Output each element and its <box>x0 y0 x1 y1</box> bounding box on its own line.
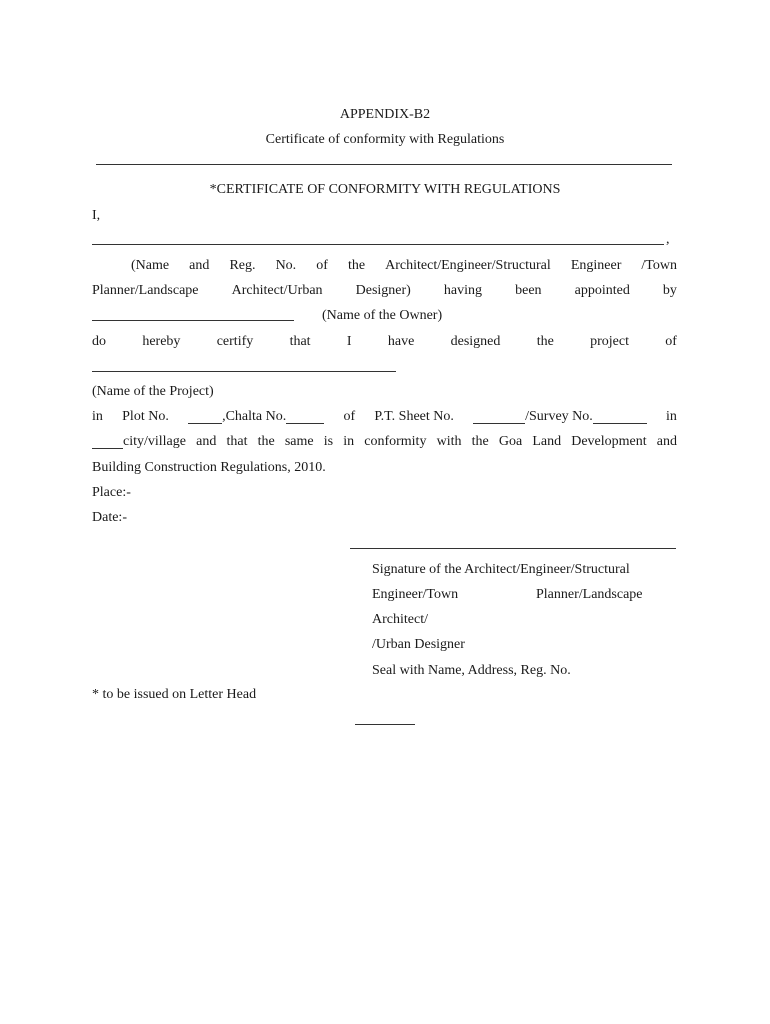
signature-line2-left: Engineer/Town <box>372 587 459 602</box>
architect-name-blank <box>92 244 664 245</box>
plot-no-label: Plot No. <box>122 409 169 424</box>
word: have <box>387 334 415 349</box>
footnote: * to be issued on Letter Head <box>92 687 257 702</box>
word: I <box>346 334 352 349</box>
line1-comma: , <box>666 232 670 247</box>
project-name-blank <box>92 371 396 372</box>
chalta-no-blank <box>286 411 324 424</box>
word: (Name <box>131 258 170 273</box>
chalta-label: ,Chalta No. <box>222 409 287 424</box>
plot-no-blank <box>188 411 222 424</box>
place-label: Place:- <box>92 485 131 500</box>
owner-name-blank <box>92 320 294 321</box>
line10-text: Building Construction Regulations, 2010. <box>92 460 326 475</box>
word: hereby <box>142 334 181 349</box>
word: having <box>443 283 483 298</box>
word: Architect/Engineer/Structural <box>385 258 551 273</box>
word: Engineer <box>570 258 622 273</box>
document-subtitle: Certificate of conformity with Regulations <box>265 132 505 147</box>
word: the <box>536 334 554 349</box>
signature-line5: Seal with Name, Address, Reg. No. <box>372 663 571 678</box>
date-label: Date:- <box>92 510 127 525</box>
header-divider <box>96 164 672 165</box>
word: Architect/Urban <box>231 283 323 298</box>
word: /Town <box>641 258 677 273</box>
line5-text <box>92 335 677 349</box>
word: appointed <box>574 283 630 298</box>
word: No. <box>275 258 297 273</box>
word: the <box>347 258 366 273</box>
word: Designer) <box>355 283 411 298</box>
plot-chalta-group <box>188 410 324 424</box>
end-rule <box>355 724 415 725</box>
city-blank <box>92 436 123 449</box>
pt-sheet-blank <box>473 411 525 424</box>
word: by <box>662 283 677 298</box>
word: designed <box>450 334 501 349</box>
plot-of: of <box>343 409 356 424</box>
word: certify <box>216 334 254 349</box>
word: and <box>189 258 210 273</box>
line2-text <box>131 259 677 273</box>
word: of <box>665 334 677 349</box>
plot-in: in <box>92 409 103 424</box>
word: do <box>92 334 106 349</box>
word: been <box>515 283 542 298</box>
survey-label: /Survey No. <box>525 409 593 424</box>
word: that <box>289 334 311 349</box>
certificate-heading: *CERTIFICATE OF CONFORMITY WITH REGULATIONS <box>209 182 561 197</box>
line3-text <box>92 284 677 298</box>
line9-row <box>92 435 677 449</box>
word: Planner/Landscape <box>92 283 199 298</box>
signature-line4: /Urban Designer <box>372 637 465 652</box>
signature-line3: Architect/ <box>372 612 428 627</box>
plot-in-end: in <box>666 409 677 424</box>
signature-line2-right: Planner/Landscape <box>536 587 643 602</box>
line9-text: city/village and that the same is in conformity with the Goa Land Development and <box>123 434 677 449</box>
word: Reg. <box>229 258 256 273</box>
plot-line <box>92 410 677 424</box>
survey-no-blank <box>593 411 647 424</box>
word: project <box>590 334 629 349</box>
word: of <box>316 258 328 273</box>
salutation: I, <box>92 208 101 223</box>
pt-sheet-label: P.T. Sheet No. <box>374 409 454 424</box>
appendix-title: APPENDIX-B2 <box>339 107 431 122</box>
signature-line1: Signature of the Architect/Engineer/Structural <box>372 562 630 577</box>
project-label: (Name of the Project) <box>92 384 214 399</box>
signature-line <box>350 548 676 549</box>
survey-group <box>473 410 647 424</box>
owner-label: (Name of the Owner) <box>322 308 443 323</box>
